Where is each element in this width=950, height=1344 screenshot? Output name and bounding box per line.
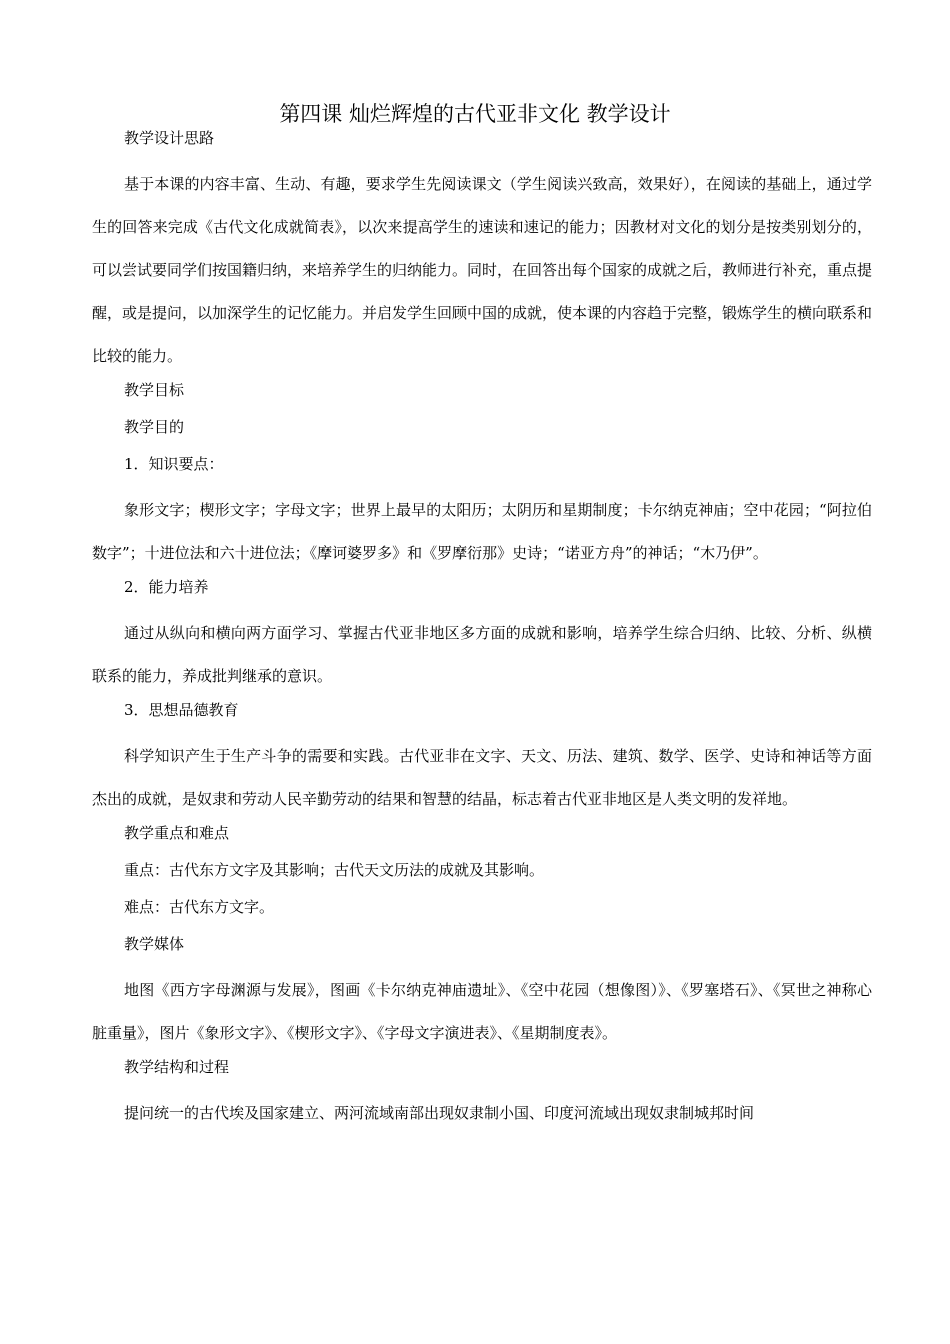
paragraph-process: 提问统一的古代埃及国家建立、两河流域南部出现奴隶制小国、印度河流域出现奴隶制城邦时间	[124, 1104, 755, 1122]
paragraph-knowledge: 象形文字；楔形文字；字母文字；世界上最早的太阳历；太阴历和星期制度；卡尔纳克神庙；空中花园；“阿拉伯数字”；十进位法和六十进位法；《摩诃婆罗多》和《罗摩衍那》史诗；“诺亚方舟”的神话；“木乃伊”。	[92, 501, 872, 562]
document-body	[92, 126, 872, 1135]
paragraph-media: 地图《西方字母渊源与发展》，图画《卡尔纳克神庙遗址》、《空中花园（想像图）》、《罗塞塔石》、《冥世之神称心脏重量》，图片《象形文字》、《楔形文字》、《字母文字演进表》、《星期制度表》。	[92, 981, 872, 1042]
section-heading-goal: 教学目标	[124, 381, 185, 399]
paragraph-design: 基于本课的内容丰富、生动、有趣，要求学生先阅读课文（学生阅读兴致高，效果好），在阅读的基础上，通过学生的回答来完成《古代文化成就简表》，以次来提高学生的速读和速记的能力；因教材对文化的划分是按类别划分的，可以尝试要同学们按国籍归纳，来培养学生的归纳能力。同时，在回答出每个国家的成就之后，教师进行补充，重点提醒，或是提问，以加深学生的记忆能力。并启发学生回顾中国的成就，使本课的内容趋于完整，锻炼学生的横向联系和比较的能力。	[92, 175, 873, 365]
paragraph-moral: 科学知识产生于生产斗争的需要和实践。古代亚非在文字、天文、历法、建筑、数学、医学、史诗和神话等方面杰出的成就，是奴隶和劳动人民辛勤劳动的结果和智慧的结晶，标志着古代亚非地区是人类文明的发祥地。	[92, 747, 872, 808]
section-heading-media: 教学媒体	[124, 935, 185, 953]
section-heading-key: 教学重点和难点	[124, 824, 230, 842]
document-title: 第四课 灿烂辉煌的古代亚非文化 教学设计	[279, 102, 671, 126]
difficult-point: 难点：古代东方文字。	[124, 898, 275, 916]
subheading-knowledge: 1．知识要点：	[124, 455, 224, 473]
subheading-moral: 3．思想品德教育	[124, 701, 239, 719]
key-point: 重点：古代东方文字及其影响；古代天文历法的成就及其影响。	[124, 861, 545, 879]
subheading-ability: 2．能力培养	[124, 578, 209, 596]
paragraph-ability: 通过从纵向和横向两方面学习、掌握古代亚非地区多方面的成就和影响，培养学生综合归纳、比较、分析、纵横联系的能力，养成批判继承的意识。	[92, 624, 872, 685]
section-heading-design: 教学设计思路	[124, 129, 215, 147]
section-heading-purpose: 教学目的	[124, 418, 185, 436]
section-heading-process: 教学结构和过程	[124, 1058, 230, 1076]
